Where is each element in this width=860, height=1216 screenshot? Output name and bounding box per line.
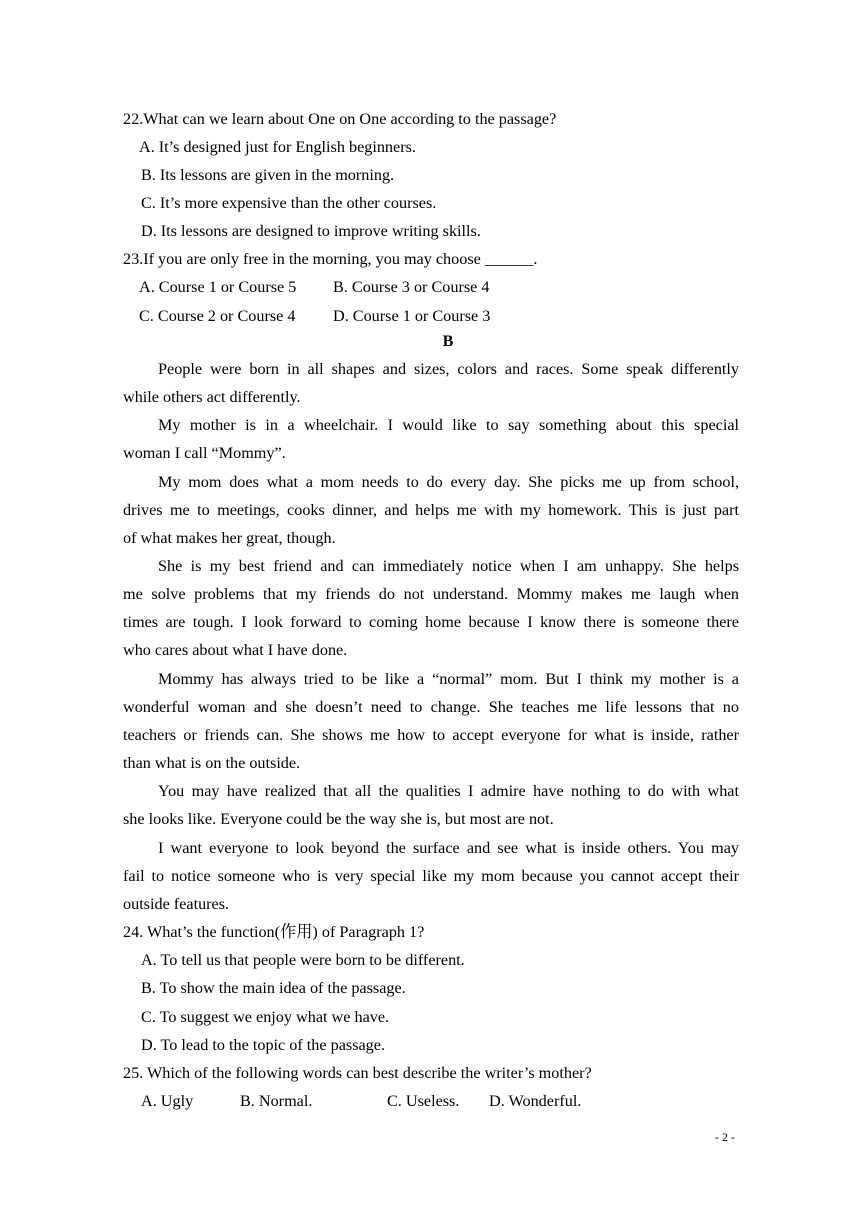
q24-option-b: B. To show the main idea of the passage. — [141, 979, 406, 997]
q25-option-c: C. Useless. — [387, 1092, 460, 1110]
q22-option-b: B. Its lessons are given in the morning. — [141, 166, 395, 184]
q24-option-a: A. To tell us that people were born to be different. — [141, 951, 465, 969]
passage-line: drives me to meetings, cooks dinner, and helps me with my homework. This is just part — [123, 501, 739, 519]
passage-line: My mom does what a mom needs to do every day. She picks me up from school, — [158, 473, 739, 491]
section-title: B — [442, 332, 454, 350]
q22-option-d: D. Its lessons are designed to improve writing skills. — [141, 222, 481, 240]
passage-line: me solve problems that my friends do not understand. Mommy makes me laugh when — [123, 585, 739, 603]
passage-line: who cares about what I have done. — [123, 641, 348, 659]
passage-line: She is my best friend and can immediately notice when I am unhappy. She helps — [158, 557, 739, 575]
passage-line: than what is on the outside. — [123, 754, 301, 772]
passage-line: My mother is in a wheelchair. I would like to say something about this special — [158, 416, 739, 434]
passage-line: teachers or friends can. She shows me how to accept everyone for what is inside, rather — [123, 726, 739, 744]
passage-line: fail to notice someone who is very special like my mom because you cannot accept their — [123, 867, 739, 885]
passage-line: she looks like. Everyone could be the way she is, but most are not. — [123, 810, 554, 828]
page-number: - 2 - — [715, 1130, 735, 1144]
q25-option-a: A. Ugly — [141, 1092, 194, 1110]
q23-option-d: D. Course 1 or Course 3 — [333, 307, 491, 325]
q24-option-d: D. To lead to the topic of the passage. — [141, 1036, 386, 1054]
passage-line: You may have realized that all the qualities I admire have nothing to do with what — [158, 782, 739, 800]
passage-line: woman I call “Mommy”. — [123, 444, 286, 462]
q22-stem: 22.What can we learn about One on One according to the passage? — [123, 110, 557, 128]
q22-option-c: C. It’s more expensive than the other courses. — [141, 194, 437, 212]
q25-option-b: B. Normal. — [240, 1092, 313, 1110]
q23-stem: 23.If you are only free in the morning, you may choose ______. — [123, 250, 538, 268]
passage-line: wonderful woman and she doesn’t need to change. She teaches me life lessons that no — [123, 698, 739, 716]
q23-option-b: B. Course 3 or Course 4 — [333, 278, 490, 296]
passage-line: I want everyone to look beyond the surface and see what is inside others. You may — [158, 839, 739, 857]
q24-option-c: C. To suggest we enjoy what we have. — [141, 1008, 390, 1026]
passage-line: outside features. — [123, 895, 230, 913]
q23-option-c: C. Course 2 or Course 4 — [139, 307, 296, 325]
passage-line: times are tough. I look forward to coming home because I know there is someone there — [123, 613, 739, 631]
q24-stem: 24. What’s the function(作用) of Paragraph 1? — [123, 923, 425, 941]
q23-option-a: A. Course 1 or Course 5 — [139, 278, 297, 296]
q22-option-a: A. It’s designed just for English beginners. — [139, 138, 416, 156]
passage-line: People were born in all shapes and sizes, colors and races. Some speak differently — [158, 360, 739, 378]
q25-option-d: D. Wonderful. — [489, 1092, 582, 1110]
passage-line: of what makes her great, though. — [123, 529, 336, 547]
passage-line: Mommy has always tried to be like a “normal” mom. But I think my mother is a — [158, 670, 739, 688]
passage-line: while others act differently. — [123, 388, 301, 406]
q25-stem: 25. Which of the following words can best describe the writer’s mother? — [123, 1064, 592, 1082]
